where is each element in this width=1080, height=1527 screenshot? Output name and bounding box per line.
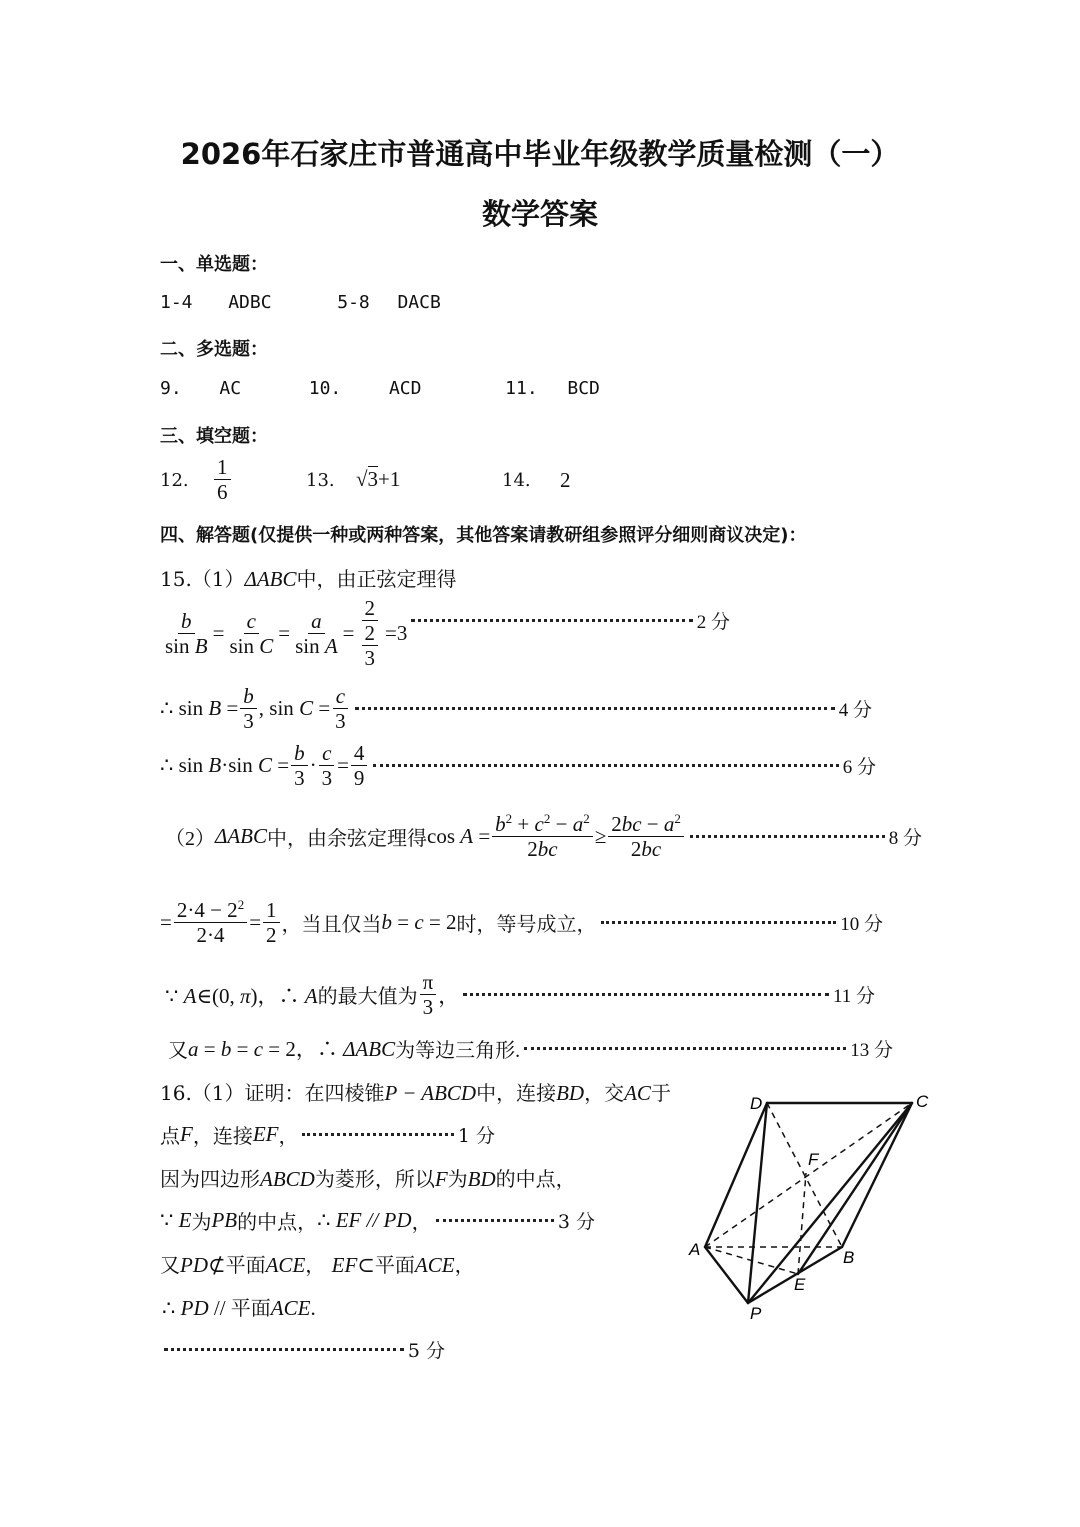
p16-l3-text-a: 因为四边形 — [160, 1167, 260, 1191]
p15-line1: $\frac{b}{\text{sin B}}$ = $\frac{c}{\text{sin C}}$ = $\frac{a}{\text{sin A}}$ = $\frac{2}{\frac{2}{3}}$ =3 2 分 — [165, 596, 730, 671]
pyramid-diagram — [680, 1085, 950, 1330]
answers-1-4: ADBC — [228, 292, 272, 313]
p15-line4: （2） ΔABC 中，由余弦定理得 cos A = $\frac{b^2 + c^2 - a^2}{2bc}$ ≥ $\frac{2bc - a^2}{2bc}$ 8 分 — [165, 811, 922, 862]
p15-line1-score: 2 分 — [696, 611, 730, 633]
p16-line2-score: 1 分 — [457, 1125, 495, 1147]
p16-l5-text-b: 平面 — [374, 1253, 415, 1277]
q9-number: 9. — [160, 378, 182, 399]
p15-triangle: ΔABC — [244, 567, 297, 591]
p16-l2-ef: EF — [252, 1122, 279, 1146]
p15-line7-prefix: 又 — [168, 1039, 188, 1062]
p16-l2-text-b: ，连接 — [192, 1124, 253, 1148]
p15-part2-text: 中，由余弦定理得 — [267, 828, 427, 851]
label-d: D — [750, 1094, 763, 1113]
q10-answer: ACD — [388, 378, 422, 399]
section-multi-choice-heading: 二、多选题： — [160, 339, 268, 360]
p16-line5: 又PD⊄平面ACE， EF⊂平面ACE， — [160, 1253, 475, 1277]
p15-line3-score: 6 分 — [842, 757, 876, 779]
single-choice-answers — [160, 292, 441, 313]
p16-l1-bd: BD — [556, 1081, 585, 1105]
label-e: E — [794, 1275, 806, 1294]
p16-l5-ace: ACE — [265, 1253, 306, 1277]
p16-l5-ef: EF — [331, 1253, 358, 1277]
label-b: B — [843, 1248, 855, 1267]
p16-l4-text-b: 的中点， — [237, 1210, 318, 1234]
q14-answer: 2 — [560, 468, 571, 492]
p15-line6: ∵ A∈(0, π)，∴ A 的最大值为 $\frac{\pi}{3}$ ， 11 分 — [165, 970, 875, 1020]
q13-answer: √3+1 — [356, 467, 401, 491]
p15-line2-score: 4 分 — [838, 700, 872, 722]
p16-l1-text-c: ，交 — [584, 1081, 625, 1105]
page-subtitle: 数学答案 — [481, 197, 598, 231]
p16-l3-text-d: 的中点， — [495, 1167, 576, 1191]
p16-l5-text-a: 平面 — [225, 1253, 266, 1277]
p15-line4-score: 8 分 — [888, 828, 922, 850]
section-fill-blank-heading: 三、填空题： — [160, 426, 268, 447]
q13-number: 13. — [306, 470, 335, 491]
p15-number: 15.（1） — [160, 567, 245, 591]
p15-line7-text: 为等边三角形. — [395, 1039, 521, 1062]
p16-line6: ∴ PD // 平面ACE. — [162, 1296, 316, 1320]
edge-dp — [748, 1103, 767, 1303]
p16-l1-text-d: 于 — [650, 1081, 671, 1105]
p15-part2-number: （2） — [165, 828, 215, 851]
q11-number: 11. — [505, 378, 538, 399]
p16-line4-score: 3 分 — [557, 1211, 595, 1233]
section-single-choice-heading: 一、单选题： — [160, 254, 268, 275]
p15-line6-text: 的最大值为 — [317, 986, 418, 1009]
p16-l6-pd: PD — [180, 1296, 209, 1320]
p15-part2-triangle: ΔABC — [215, 824, 267, 849]
p16-l4-rel: EF // PD — [335, 1208, 412, 1232]
p16-l2-f: F — [180, 1122, 193, 1146]
edge-ap — [705, 1247, 748, 1303]
q13-radicand: 3 — [367, 467, 379, 491]
answers-5-8: DACB — [397, 292, 441, 313]
p15-line5: = $\frac{2\cdot 4 - 2^2}{2\cdot 4}$ = $\frac{1}{2}$ ，当且仅当 b = c = 2 时，等号成立， 10 分 — [160, 897, 883, 948]
p15-part1-intro — [160, 563, 457, 592]
p16-line1 — [160, 1077, 671, 1106]
q10-number: 10. — [308, 378, 342, 399]
p15-line7: 又 a = b = c = 2，∴ ΔABC 为等边三角形. 13 分 — [168, 1033, 893, 1063]
p16-l5-ace2: ACE — [414, 1253, 455, 1277]
p16-pyramid: P − ABCD — [384, 1081, 477, 1105]
p15-line5-text: ，当且仅当 — [281, 914, 382, 937]
edge-pc — [748, 1103, 912, 1303]
p16-line2: 点 F ，连接 EF ， 1 分 — [160, 1122, 495, 1148]
p15-line6-score: 11 分 — [832, 986, 875, 1008]
q12-denominator: 6 — [217, 480, 228, 505]
p16-l5-pd: PD — [180, 1253, 208, 1277]
edge-ec — [798, 1103, 912, 1274]
range-1-4: 1-4 — [160, 292, 193, 313]
q14-number: 14. — [502, 470, 531, 491]
p16-line3 — [160, 1163, 576, 1192]
p16-l6-text: 平面 — [230, 1296, 271, 1320]
range-5-8: 5-8 — [337, 292, 370, 313]
p16-l5-prefix: 又 — [160, 1253, 180, 1277]
p16-line4: ∵ E 为 PB 的中点， ∴ EF // PD ， 3 分 — [160, 1208, 595, 1234]
q12-numerator: 1 — [214, 455, 231, 480]
p16-l6-ace: ACE — [270, 1296, 311, 1320]
p16-l3-f: F — [434, 1167, 448, 1191]
p16-l3-text-c: 为 — [447, 1167, 468, 1191]
p16-l1-ac: AC — [624, 1081, 651, 1105]
label-a: A — [689, 1240, 701, 1259]
p15-line3: ∴ sin B·sin C = $\frac{b}{3}$ · $\frac{c}{3}$ = $\frac{4}{9}$ 6 分 — [160, 741, 876, 791]
p16-l3-text-b: 为菱形，所以 — [314, 1167, 435, 1191]
label-f: F — [808, 1150, 819, 1169]
page-title: 2026年石家庄市普通高中毕业年级教学质量检测（一） — [180, 137, 900, 171]
seg-ef — [798, 1173, 806, 1274]
section-solution-heading: 四、解答题(仅提供一种或两种答案，其他答案请教研组参照评分细则商议决定)： — [160, 525, 807, 546]
p16-l1-text-a: 证明：在四棱锥 — [244, 1081, 385, 1105]
p16-l4-text-a: 为 — [191, 1210, 212, 1234]
label-c: C — [916, 1092, 929, 1111]
p16-l2-text-a: 点 — [160, 1124, 180, 1148]
p16-line7 — [160, 1336, 445, 1363]
p15-line7-score: 13 分 — [850, 1039, 893, 1061]
q13-rest: +1 — [378, 467, 401, 491]
label-p: P — [750, 1304, 762, 1323]
q9-answer: AC — [219, 378, 242, 399]
multi-choice-answers — [160, 378, 600, 399]
q12-answer — [212, 455, 233, 504]
q11-answer: BCD — [567, 378, 600, 399]
p16-l1-text-b: 中，连接 — [476, 1081, 557, 1105]
p16-l4-e: E — [178, 1208, 192, 1232]
p16-l3-bd: BD — [467, 1167, 496, 1191]
p16-l4-pb: PB — [211, 1208, 238, 1232]
q12-number: 12. — [160, 470, 189, 491]
p15-line5-score: 10 分 — [840, 914, 883, 936]
p16-line7-score: 5 分 — [407, 1340, 445, 1362]
p15-line2: ∴ sin B = $\frac{b}{3}$ , sin C = $\frac{c}{3}$ 4 分 — [160, 684, 872, 734]
p15-line5-text2: 时，等号成立， — [456, 914, 597, 937]
p15-part1-text: 中，由正弦定理得 — [296, 567, 457, 591]
p16-l3-abcd: ABCD — [260, 1167, 315, 1191]
p16-number: 16.（1） — [160, 1081, 245, 1105]
